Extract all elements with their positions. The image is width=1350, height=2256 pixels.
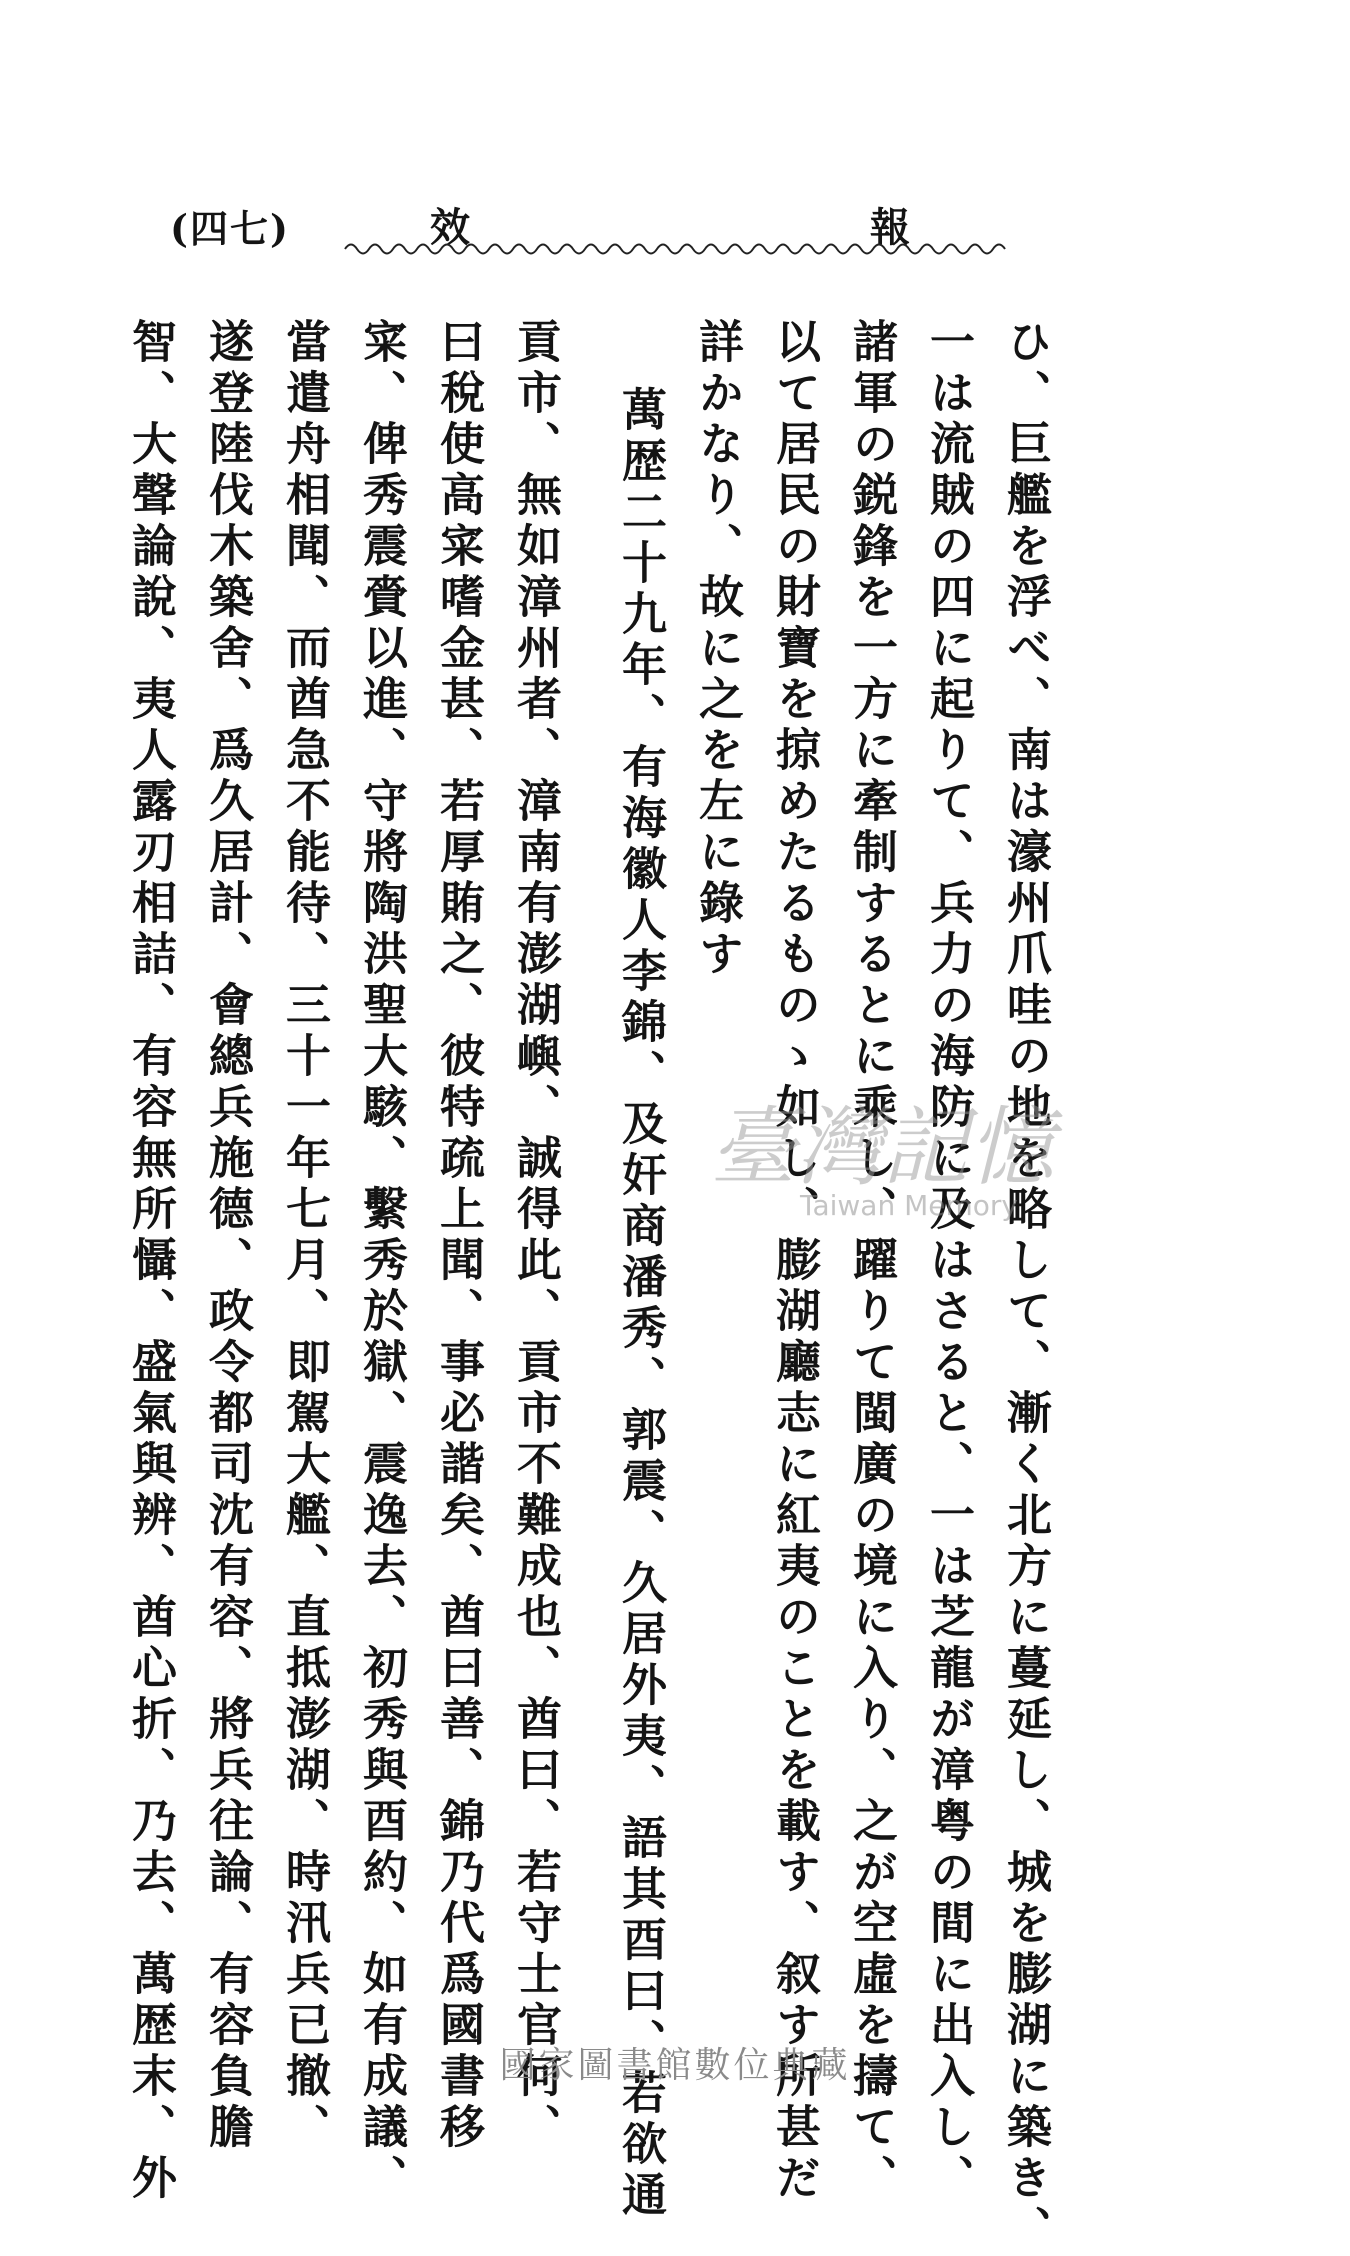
text-column: 曰稅使高寀嗜金甚、若厚賄之、彼特疏上聞、事必諧矣、酋曰善、錦乃代爲國書移	[432, 318, 485, 2154]
header-rule	[345, 238, 1010, 260]
footer-credit: 國家圖書館數位典藏	[499, 2045, 851, 2086]
taiwan-memory-watermark-logo	[700, 1085, 1140, 1235]
text-column: 以て居民の財寶を掠めたるものゝ如し、膨湖廳志に紅夷のことを載す、叙す所甚だ	[768, 318, 821, 2205]
text-column: 智、大聲論說、夷人露刃相詰、有容無所懾、盛氣與辨、酋心折、乃去、萬歴末、外	[124, 318, 177, 2205]
text-column: 萬歴二十九年、有海徽人李錦、及奸商潘秀、郭震、久居外夷、語其酉曰、若欲通	[614, 386, 667, 2222]
text-column: 當遣舟相聞、而酋急不能待、三十一年七月、即駕大艦、直抵澎湖、時汛兵已撤、	[278, 318, 331, 2154]
running-head-left: 效	[430, 204, 470, 251]
text-column: 詳かなり、故に之を左に錄す	[691, 318, 744, 981]
running-head-right: 報	[870, 204, 910, 251]
page-number: (四七)	[170, 206, 290, 251]
text-column: ひ、巨艦を浮べ、南は濠州爪哇の地を略して、漸く北方に蔓延し、城を膨湖に築き、	[999, 318, 1052, 2256]
text-column: 寀、俾秀震賫以進、守將陶洪聖大駭、繫秀於獄、震逸去、初秀與酉約、如有成議、	[355, 318, 408, 2205]
text-column: 貢市、無如漳州者、漳南有澎湖嶼、誠得此、貢市不難成也、酋曰、若守士官何、	[509, 318, 562, 2154]
text-column: 諸軍の鋭鋒を一方に牽制するとに乘し、躍りて閩廣の境に入り、之が空虛を擣て、	[845, 318, 898, 2205]
watermark-logo-text: 臺灣記憶	[710, 1098, 1054, 1198]
text-column: 一は流賊の四に起りて、兵力の海防に及はさると、一は芝龍が漳粤の間に出入し、	[922, 318, 975, 2205]
watermark-logo-subtext: Taiwan Memory	[800, 1189, 1018, 1222]
text-column: 遂登陸伐木築舍、爲久居計、會總兵施德、政令都司沈有容、將兵往論、有容負膽	[201, 318, 254, 2154]
